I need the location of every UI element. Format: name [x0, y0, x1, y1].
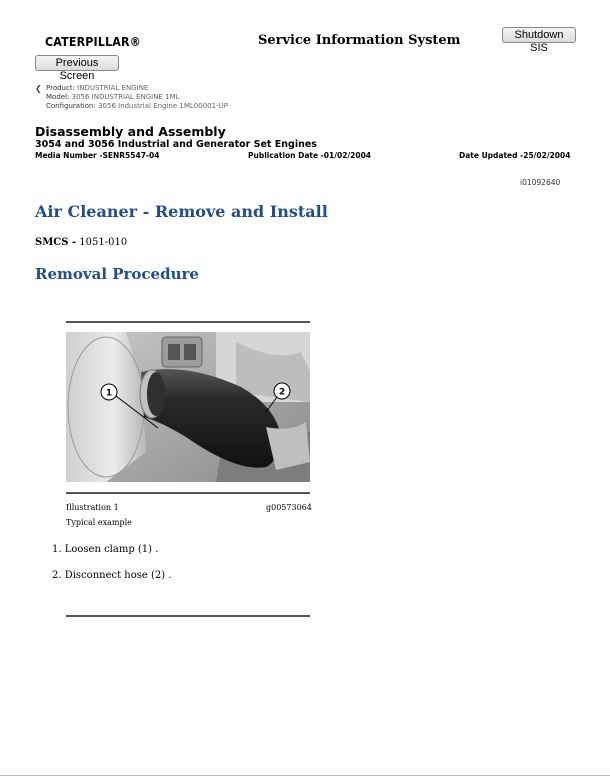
air-cleaner-photo [66, 332, 310, 482]
divider-bottom [66, 615, 310, 617]
configuration-value: 3056 Industrial Engine 1ML00001-UP [98, 102, 228, 110]
callout-1: 1 [105, 388, 113, 399]
publication-date: Publication Date -01/02/2004 [248, 151, 372, 160]
illustration-label: Illustration 1 [66, 503, 119, 512]
date-updated: Date Updated -25/02/2004 [459, 151, 571, 160]
product-label: Product: [46, 84, 75, 92]
illustration-caption: Typical example [66, 518, 132, 527]
back-chevron-icon[interactable]: ❮ [35, 84, 42, 93]
section-title: Disassembly and Assembly [35, 124, 226, 139]
product-value: INDUSTRIAL ENGINE [77, 84, 149, 92]
system-title: Service Information System [258, 33, 461, 48]
page-title: Air Cleaner - Remove and Install [35, 202, 328, 221]
divider-photo-bottom [66, 492, 310, 494]
caterpillar-logo: CATERPILLAR® [45, 35, 141, 49]
reference-id: i01092640 [520, 178, 561, 187]
smcs-label: SMCS - [35, 237, 77, 248]
model-label: Model: [46, 93, 70, 101]
step-item: 2. Disconnect hose (2) . [52, 570, 172, 581]
callout-2: 2 [278, 387, 286, 398]
previous-screen-button[interactable]: Previous Screen [35, 55, 119, 71]
smcs-code [35, 237, 127, 248]
divider-top [66, 321, 310, 323]
step-item: 1. Loosen clamp (1) . [52, 544, 159, 555]
model-value: 3056 INDUSTRIAL ENGINE 1ML [71, 93, 180, 101]
procedure-title: Removal Procedure [35, 265, 199, 283]
illustration-photo [66, 332, 310, 482]
document-subtitle: 3054 and 3056 Industrial and Generator Set Engines [35, 139, 317, 150]
product-breadcrumb [35, 84, 228, 111]
illustration-id: g00573064 [266, 503, 312, 512]
shutdown-sis-button[interactable]: Shutdown SIS [502, 27, 576, 43]
media-number: Media Number -SENR5547-04 [35, 151, 160, 160]
configuration-label: Configuration: [46, 102, 96, 110]
smcs-value: 1051-010 [79, 237, 128, 248]
page-bottom-border [0, 775, 610, 776]
